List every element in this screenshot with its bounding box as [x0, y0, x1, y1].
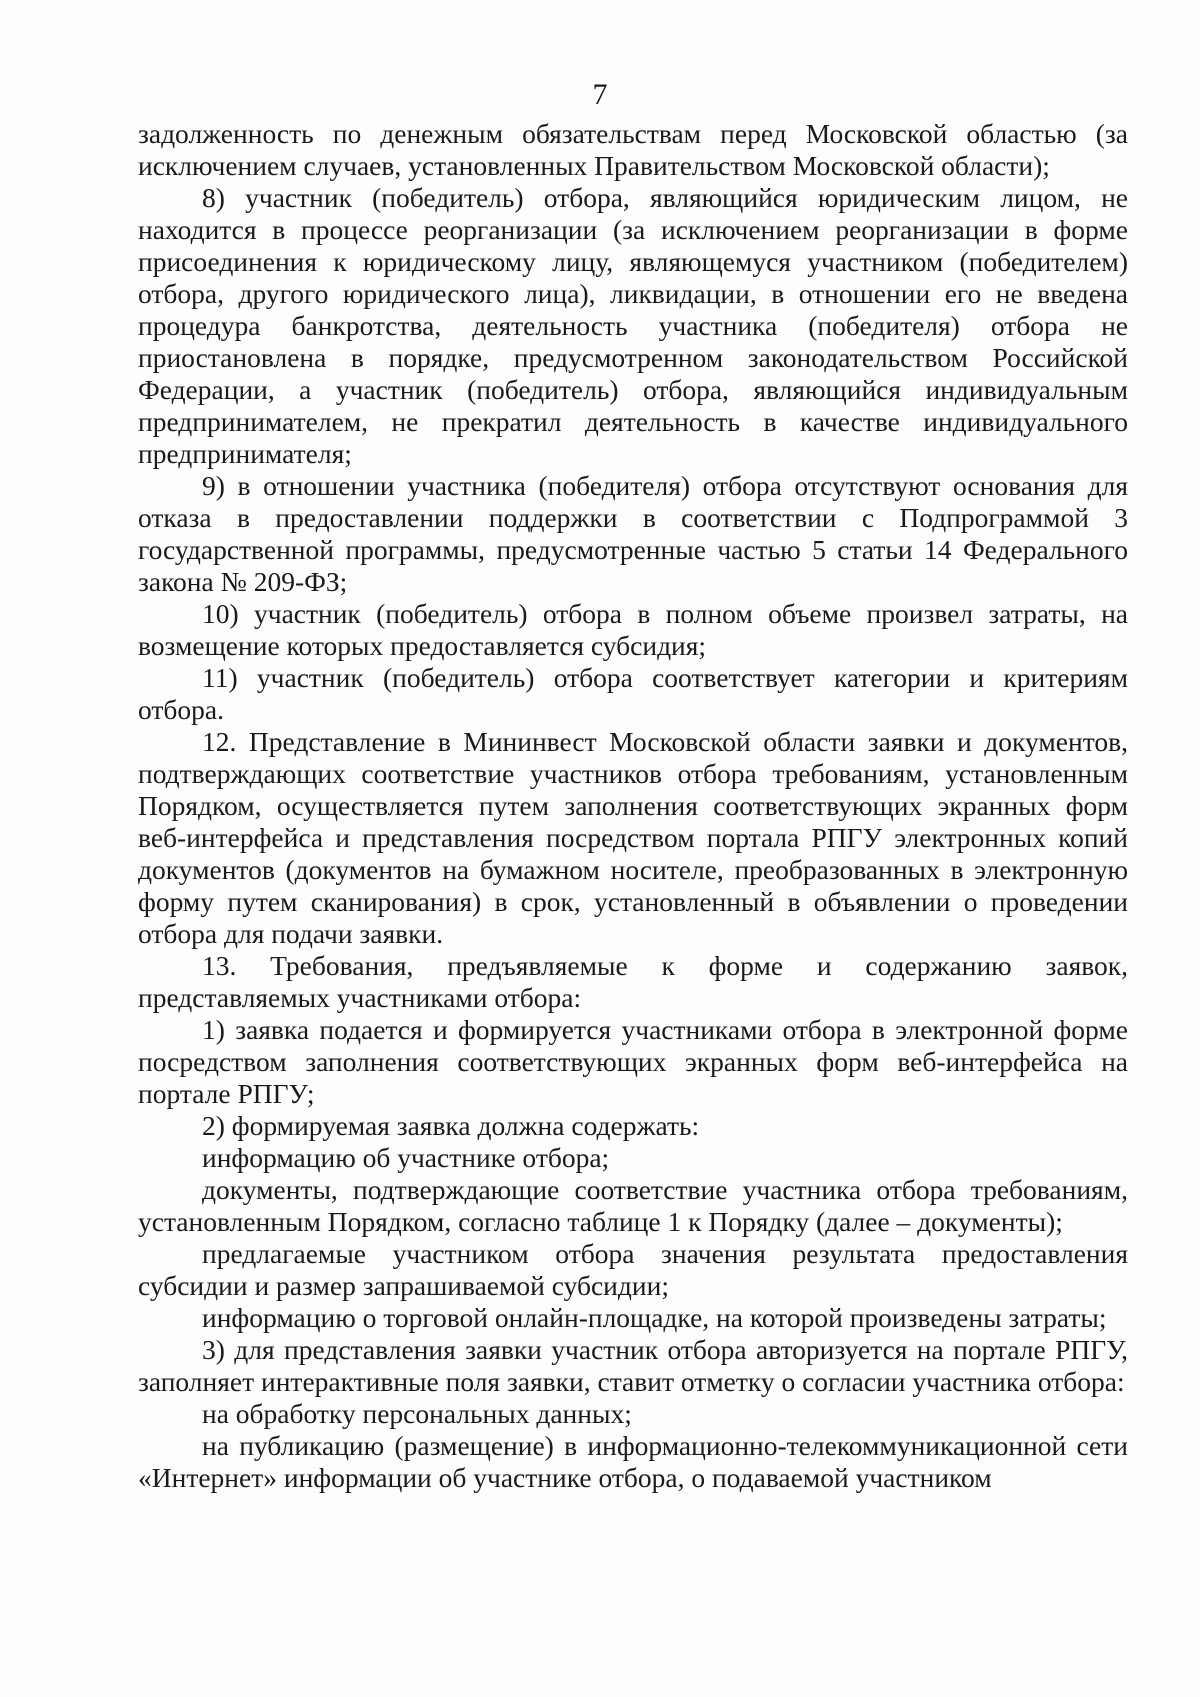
paragraph: предлагаемые участником отбора значения результата предоставления субсидии и размер запрашиваемой субсидии; — [138, 1238, 1128, 1301]
paragraph: 3) для представления заявки участник отбора авторизуется на портале РПГУ, заполняет интерактивные поля заявки, ставит отметку о согласии участника отбора: — [138, 1334, 1128, 1397]
paragraph: информацию об участнике отбора; — [202, 1142, 610, 1173]
paragraph: 1) заявка подается и формируется участниками отбора в электронной форме посредством заполнения соответствующих экранных форм веб-интерфейса на портале РПГУ; — [138, 1014, 1128, 1109]
document-body — [138, 118, 1128, 1494]
paragraph: документы, подтверждающие соответствие участника отбора требованиям, установленным Порядком, согласно таблице 1 к Порядку (далее – документы); — [138, 1174, 1128, 1237]
paragraph: 11) участник (победитель) отбора соответствует категории и критериям отбора. — [138, 662, 1128, 725]
paragraph: на публикацию (размещение) в информационно-телекоммуникационной сети «Интернет» информации об участнике отбора, о подаваемой участником — [138, 1430, 1128, 1493]
paragraph: 10) участник (победитель) отбора в полном объеме произвел затраты, на возмещение которых предоставляется субсидия; — [138, 598, 1128, 661]
paragraph: информацию о торговой онлайн-площадке, на которой произведены затраты; — [202, 1302, 1107, 1333]
paragraph: задолженность по денежным обязательствам перед Московской областью (за исключением случаев, установленных Правительством Московской области); — [138, 118, 1128, 181]
paragraph: 2) формируемая заявка должна содержать: — [202, 1110, 700, 1141]
paragraph: 12. Представление в Мининвест Московской области заявки и документов, подтверждающих соответствие участников отбора требованиям, установленным Порядком, осуществляется путем заполнения соответствующих экранных форм веб-интерфейса и представления посредством портала РПГУ электронных копий документов (документов на бумажном носителе, преобразованных в электронную форму путем сканирования) в срок, установленный в объявлении о проведении отбора для подачи заявки. — [138, 726, 1128, 949]
page-number: 7 — [592, 78, 608, 111]
paragraph: 13. Требования, предъявляемые к форме и содержанию заявок, представляемых участниками отбора: — [138, 950, 1128, 1013]
paragraph: 8) участник (победитель) отбора, являющийся юридическим лицом, не находится в процессе реорганизации (за исключением реорганизации в форме присоединения к юридическому лицу, являющемуся участником (победителем) отбора, другого юридического лица), ликвидации, в отношении его не введена процедура банкротства, деятельность участника (победителя) отбора не приостановлена в порядке, предусмотренном законодательством Российской Федерации, а участник (победитель) отбора, являющийся индивидуальным предпринимателем, не прекратил деятельность в качестве индивидуального предпринимателя; — [138, 182, 1128, 469]
paragraph: 9) в отношении участника (победителя) отбора отсутствуют основания для отказа в предоставлении поддержки в соответствии с Подпрограммой 3 государственной программы, предусмотренные частью 5 статьи 14 Федерального закона № 209-ФЗ; — [138, 470, 1128, 597]
paragraph: на обработку персональных данных; — [202, 1398, 632, 1429]
